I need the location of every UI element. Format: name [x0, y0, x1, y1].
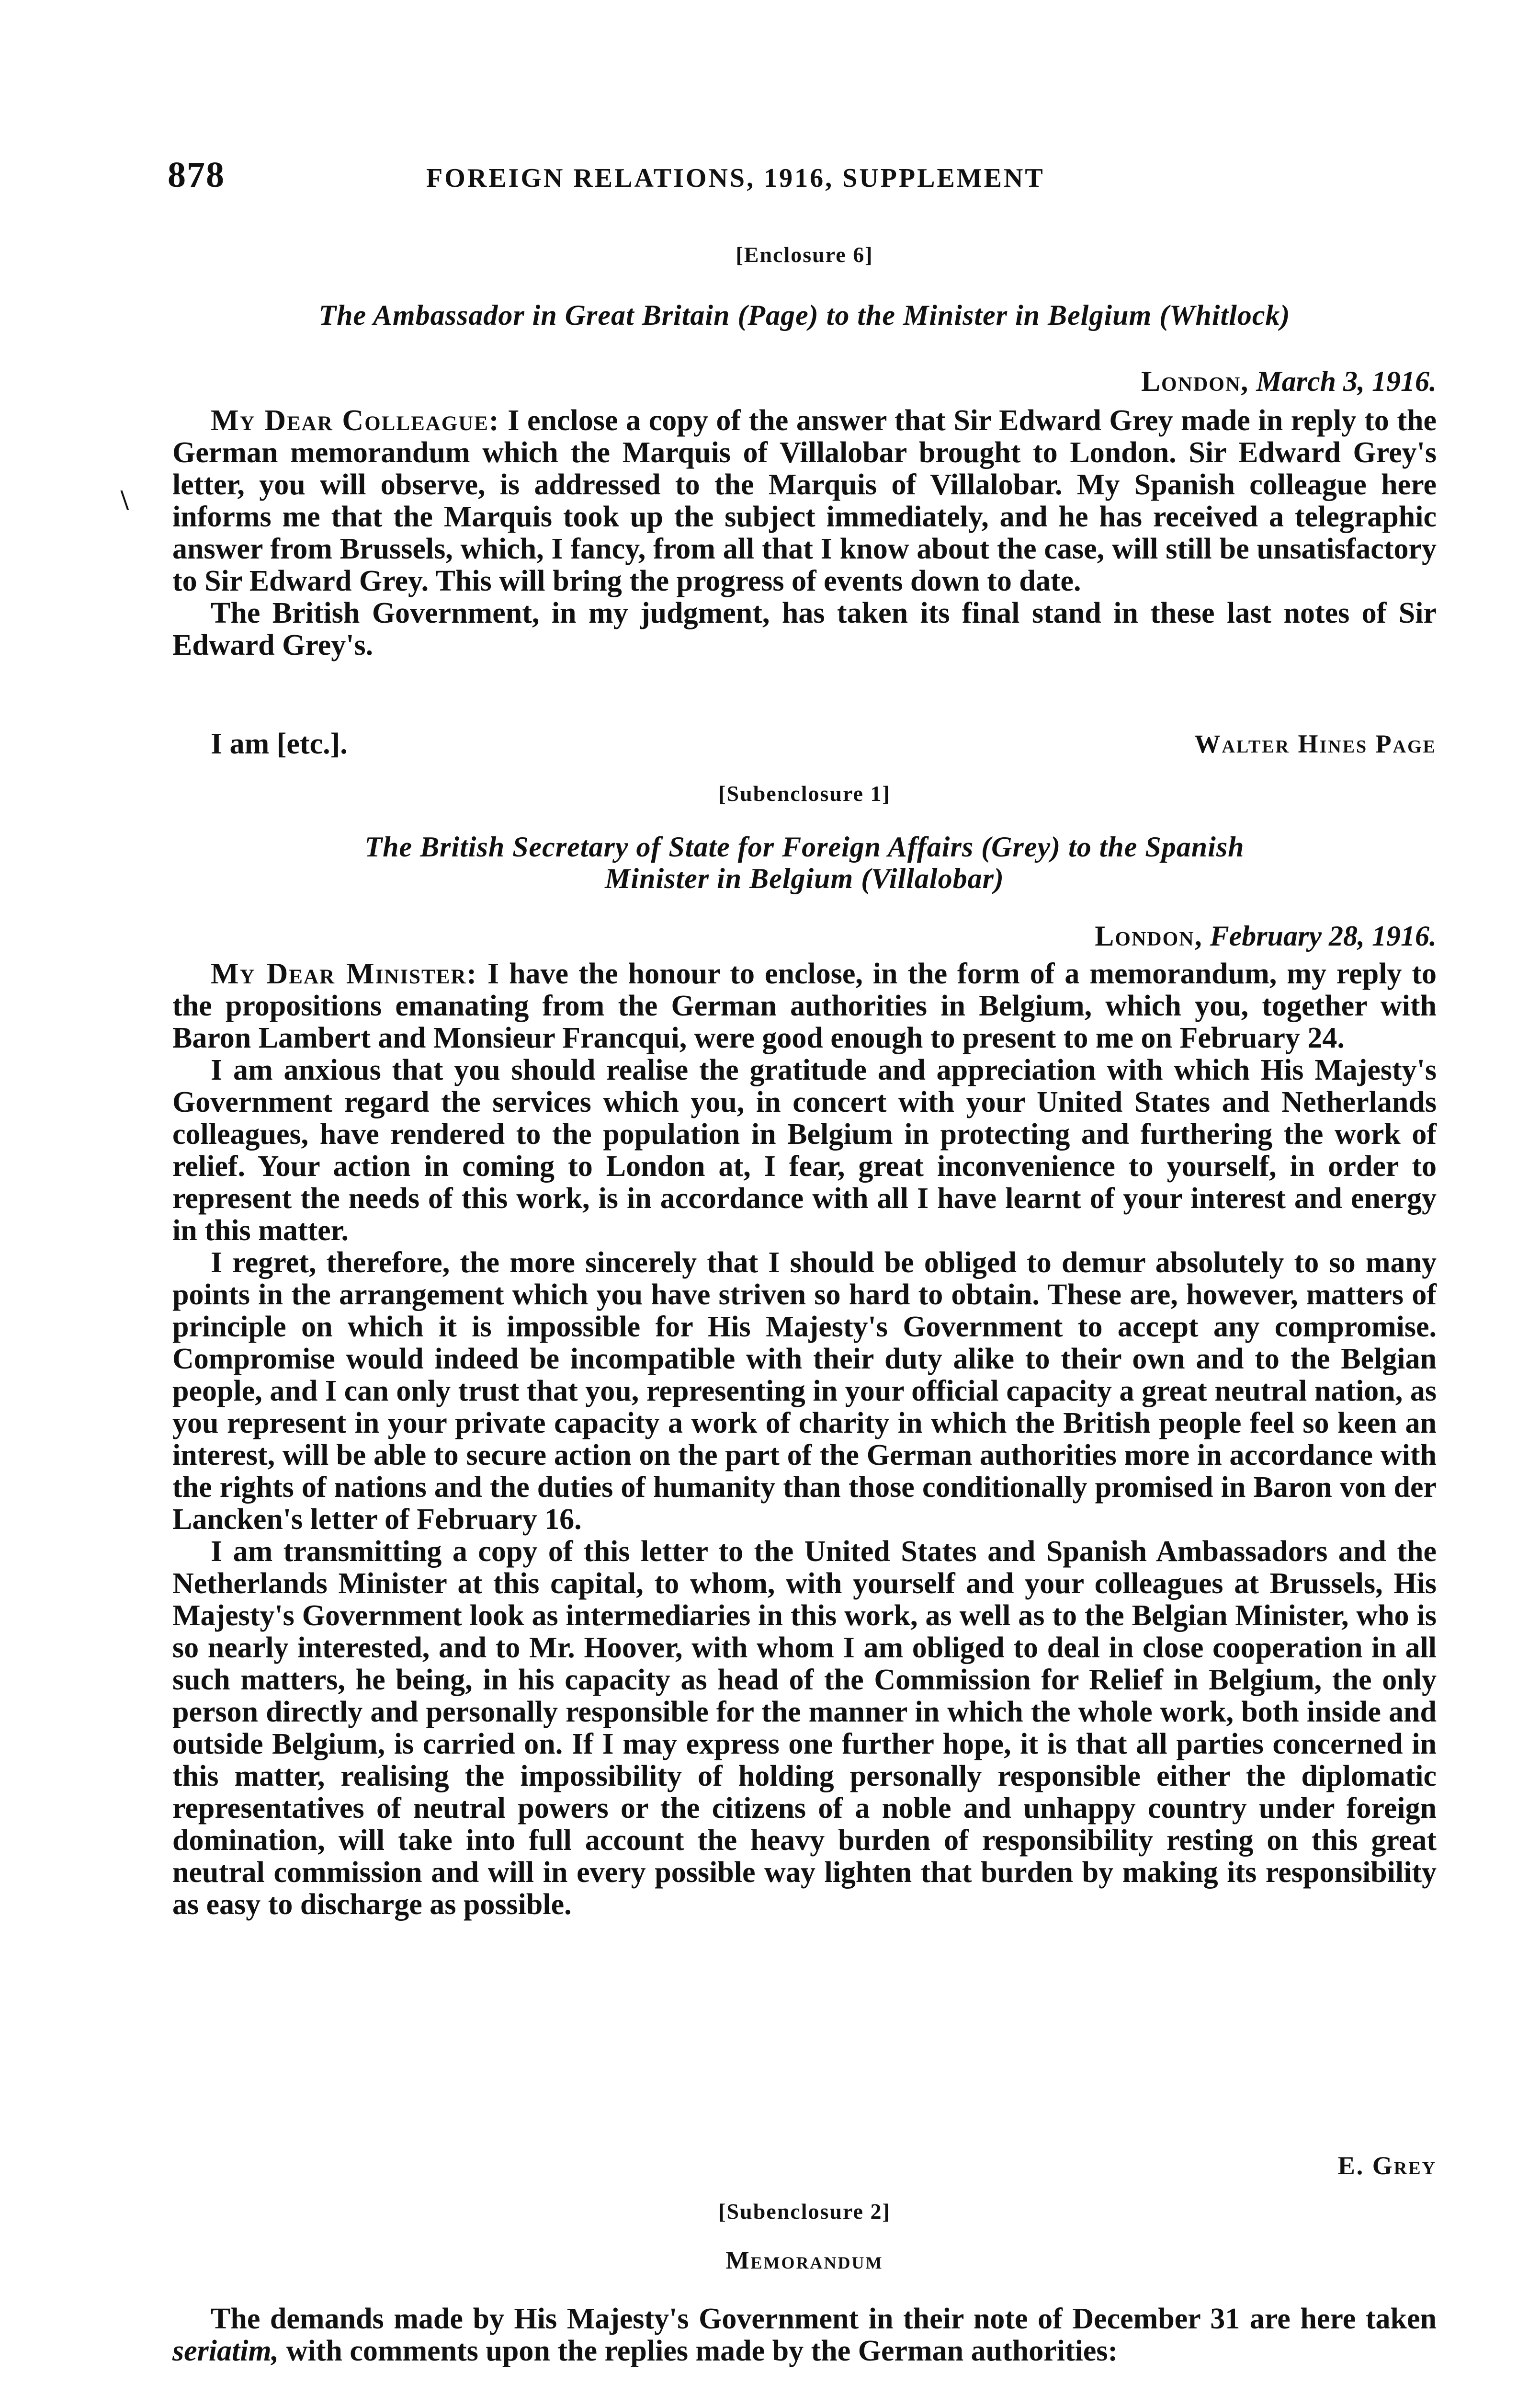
page-header	[168, 154, 1437, 202]
memorandum-body	[172, 2303, 1437, 2367]
enclosure-6-paragraph-2	[172, 597, 1437, 661]
enclosure-6-paragraph-1	[172, 405, 1437, 597]
subenclosure-1-body	[172, 958, 1437, 1921]
dateline-date: February 28, 1916.	[1210, 920, 1437, 952]
paragraph-text: I am anxious that you should realise the gratitude and appreciation with which His Majesty's Government regard the services which you, in concert with your United States and Netherlands colleagues, have rendered to the population in Belgium in protecting and furthering the work of relief. Your action in coming to London at, I fear, great inconvenience to yourself, in order to represent the needs of this work, is in accordance with all I have learnt of your interest and energy in this matter.	[172, 1054, 1437, 1247]
enclosure-6-title: The Ambassador in Great Britain (Page) to the Minister in Belgium (Whitlock)	[318, 299, 1291, 331]
subenclosure-1-title	[172, 831, 1437, 894]
margin-mark: \	[121, 484, 129, 516]
page-number: 878	[168, 155, 225, 195]
memorandum-heading: Memorandum	[725, 2247, 883, 2274]
paragraph-text: I am transmitting a copy of this letter to the United States and Spanish Ambassadors and the Netherlands Minister at this capital, to whom, with yourself and your colleagues at Brussels, His Majesty's Government look as intermediaries in this work, as well as to the Belgian Minister, who is so nearly interested, and to Mr. Hoover, with whom I am obliged to deal in close cooperation in all such matters, he being, in his capacity as head of the Commission for Relief in Belgium, the only person directly and personally responsible for the manner in which the whole work, both inside and outside Belgium, is carried on. If I may express one further hope, it is that all parties concerned in this matter, realising the impossibility of holding personally responsible either the diplomatic representatives of neutral powers or the citizens of a noble and unhappy country under foreign domination, will take into full account the heavy burden of responsibility resting on this great neutral commission and will in every possible way lighten that burden by making its responsibility as easy to discharge as possible.	[172, 1535, 1437, 1921]
paragraph-italic-term: seriatim,	[172, 2335, 279, 2367]
enclosure-6-dateline	[1141, 365, 1437, 398]
title-line-1: The British Secretary of State for Foreign Affairs (Grey) to the Spanish	[364, 831, 1245, 863]
salutation: My Dear Minister:	[211, 958, 478, 990]
enclosure-6-body	[172, 405, 1437, 661]
paragraph-text: I have the honour to enclose, in the form of a memorandum, my reply to the propositions emanating from the German authorities in Belgium, which you, together with Baron Lambert and Monsieur Francqui, were good enough to present to me on February 24.	[172, 958, 1437, 1054]
running-title: FOREIGN RELATIONS, 1916, SUPPLEMENT	[426, 163, 1045, 193]
subenclosure-1-paragraph-4	[172, 1536, 1437, 1921]
subenclosure-1-paragraph-2	[172, 1054, 1437, 1247]
dateline-date: March 3, 1916.	[1256, 365, 1437, 397]
paragraph-text: The British Government, in my judgment, has taken its final stand in these last notes of Sir Edward Grey's.	[172, 597, 1437, 661]
subenclosure-1-signature: E. Grey	[1337, 2151, 1437, 2180]
paragraph-text-after: with comments upon the replies made by the German authorities:	[286, 2335, 1118, 2367]
paragraph-text: I regret, therefore, the more sincerely that I should be obliged to demur absolutely to so many points in the arrangement which you have striven so hard to obtain. These are, however, matters of principle on which it is impossible for His Majesty's Government to accept any compromise. Compromise would indeed be incompatible with their duty alike to their own and to the Belgian people, and I can only trust that you, representing in your official capacity a great neutral nation, as you represent in your private capacity a work of charity in which the British people feel so keen an interest, will be able to secure action on the part of the German authorities more in accordance with the rights of nations and the duties of humanity than those conditionally promised in Baron von der Lancken's letter of February 16.	[172, 1246, 1437, 1536]
dateline-place: London,	[1141, 365, 1249, 397]
paragraph-text-before: The demands made by His Majesty's Government in their note of December 31 are here taken	[211, 2303, 1437, 2335]
enclosure-6-closing: I am [etc.].	[211, 728, 348, 760]
enclosure-6-signature: Walter Hines Page	[1194, 730, 1437, 758]
subenclosure-1-paragraph-1	[172, 958, 1437, 1054]
enclosure-6-label: [Enclosure 6]	[736, 242, 873, 267]
subenclosure-2-label: [Subenclosure 2]	[718, 2199, 891, 2224]
subenclosure-1-dateline	[1095, 920, 1437, 953]
subenclosure-1-paragraph-3	[172, 1247, 1437, 1536]
subenclosure-1-label: [Subenclosure 1]	[718, 781, 891, 806]
memorandum-paragraph-1	[172, 2303, 1437, 2367]
salutation: My Dear Colleague:	[211, 404, 500, 437]
paragraph-text: I enclose a copy of the answer that Sir Edward Grey made in reply to the German memorandum which the Marquis of Villalobar brought to London. Sir Edward Grey's letter, you will observe, is addressed to the Marquis of Villalobar. My Spanish colleague here informs me that the Marquis took up the subject immediately, and he has received a telegraphic answer from Brussels, which, I fancy, from all that I know about the case, will still be unsatisfactory to Sir Edward Grey. This will bring the progress of events down to date.	[172, 404, 1437, 597]
dateline-place: London,	[1095, 920, 1203, 952]
title-line-2: Minister in Belgium (Villalobar)	[605, 863, 1004, 894]
